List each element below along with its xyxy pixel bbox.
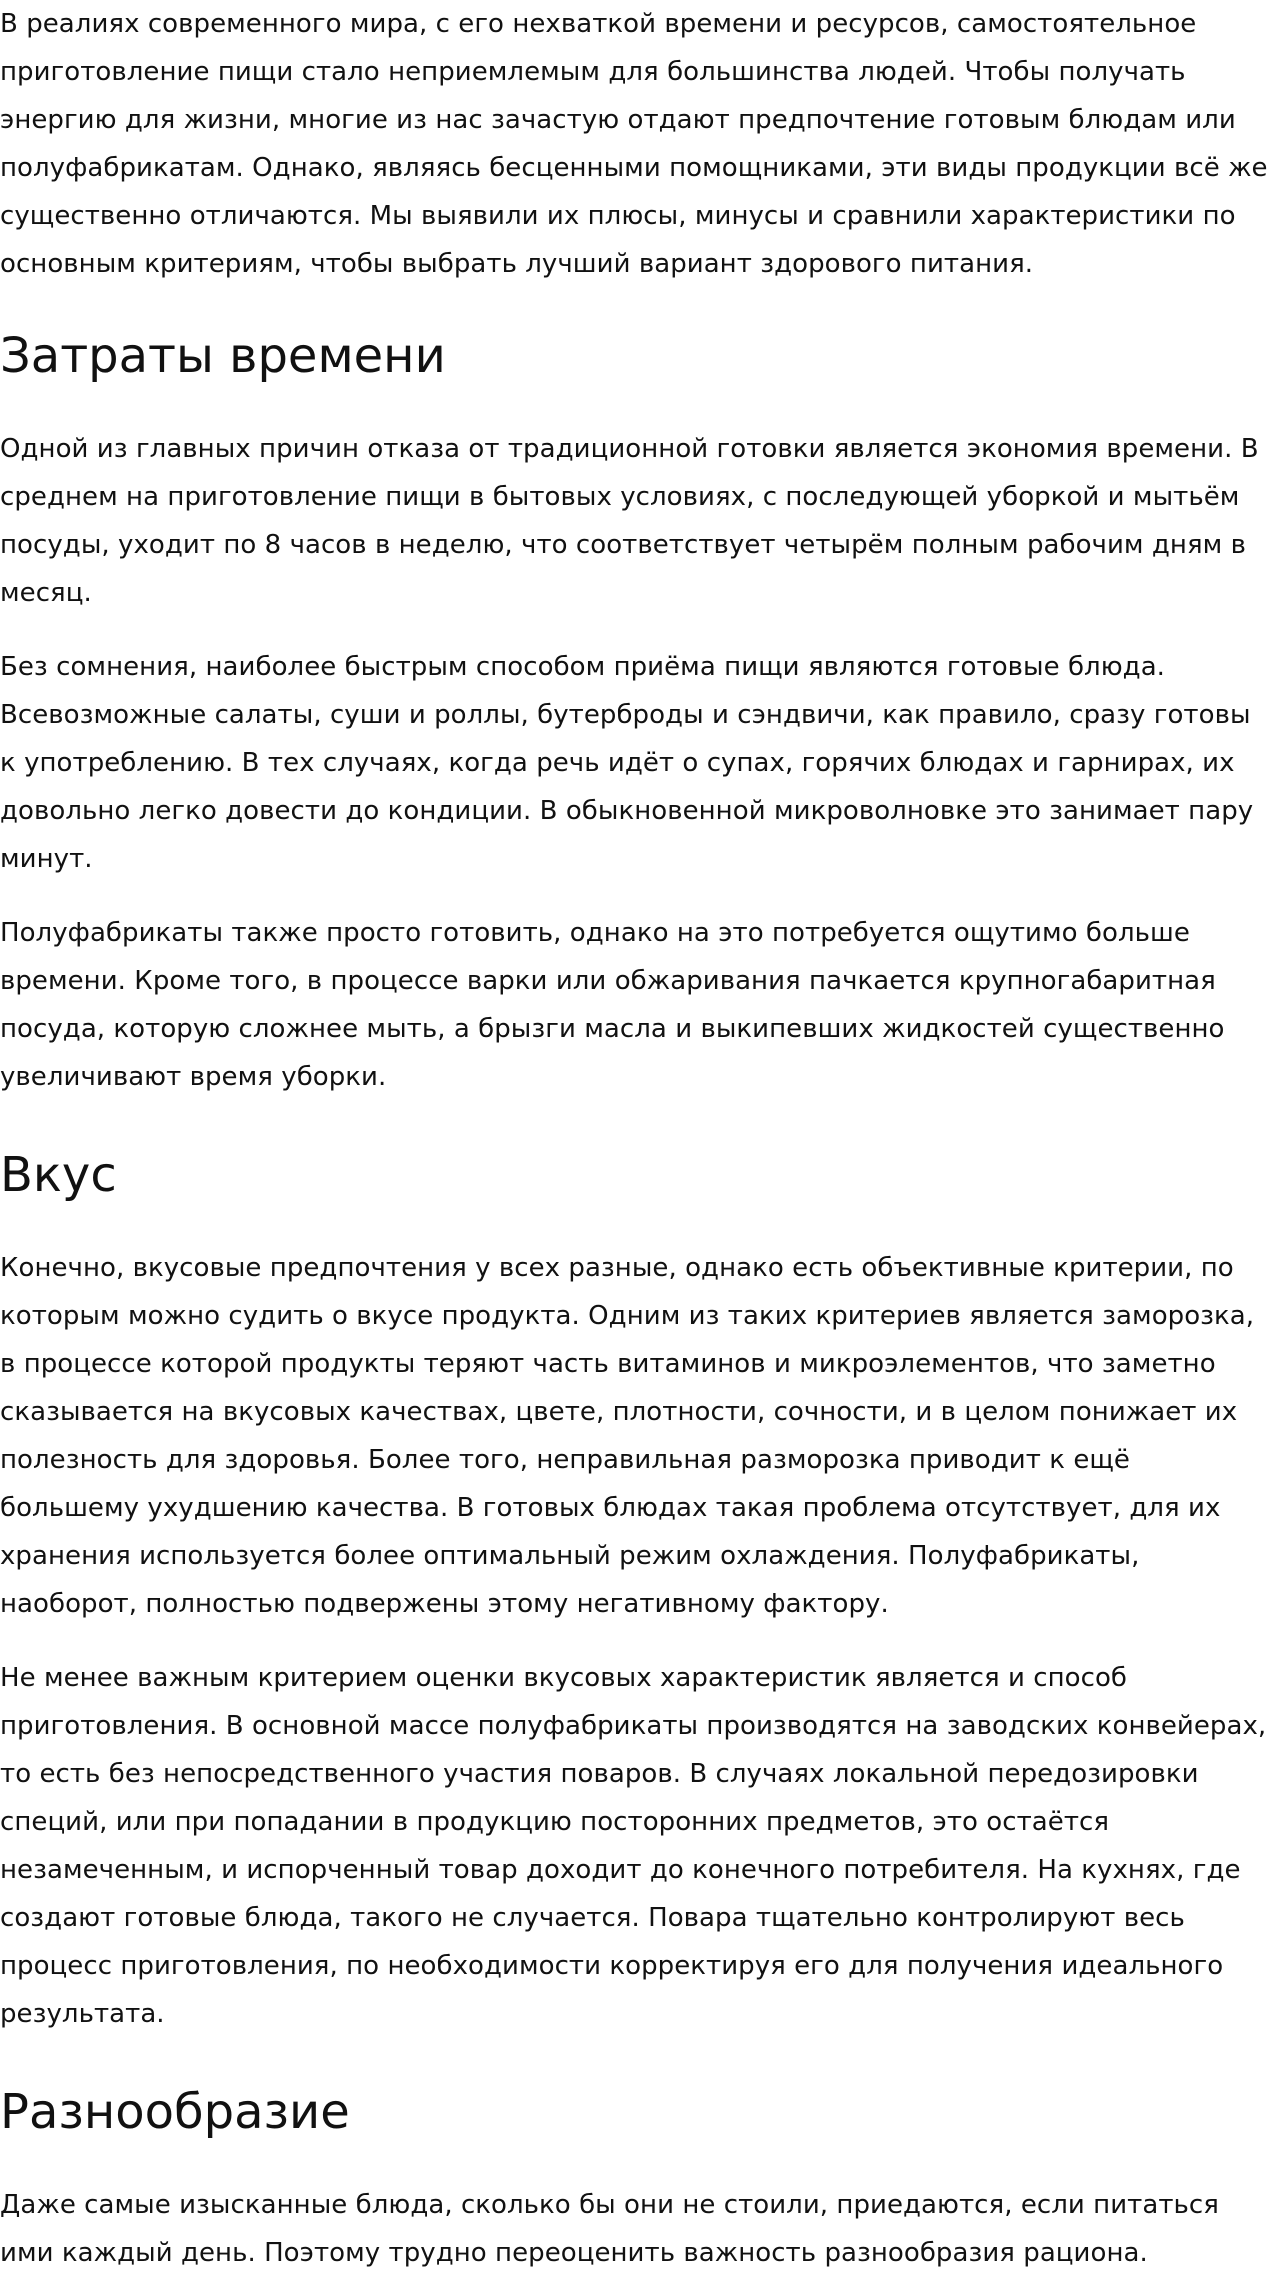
time-paragraph-1: Одной из главных причин отказа от традиционной готовки является экономия времени. В среднем на приготовление пищи в бытовых условиях, с последующей уборкой и мытьём посуды, уходит по 8 часов в неделю, что соответствует четырём полным рабочим дням в месяц.	[0, 434, 1259, 608]
taste-paragraph-2: Не менее важным критерием оценки вкусовых характеристик является и способ приготовления. В основной массе полуфабрикаты производятся на заводских конвейерах, то есть без непосредственного участия поваров. В случаях локальной передозировки специй, или при попадании в продукцию посторонних предметов, это остаётся незамеченным, и испорченный товар доходит до конечного потребителя. На кухнях, где создают готовые блюда, такого не случается. Повара тщательно контролируют весь процесс приготовления, по необходимости корректируя его для получения идеального результата.	[0, 1663, 1267, 2029]
intro-paragraph: В реалиях современного мира, с его нехваткой времени и ресурсов, самостоятельное приготовление пищи стало неприемлемым для большинства людей. Чтобы получать энергию для жизни, многие из нас зачастую отдают предпочтение готовым блюдам или полуфабрикатам. Однако, являясь бесценными помощниками, эти виды продукции всё же существенно отличаются. Мы выявили их плюсы, минусы и сравнили характеристики по основным критериям, чтобы выбрать лучший вариант здорового питания.	[0, 9, 1268, 279]
section-heading-variety: Разнообразие	[0, 2084, 350, 2140]
section-heading-time: Затраты времени	[0, 328, 446, 384]
section-heading-taste: Вкус	[0, 1147, 117, 1203]
time-paragraph-2: Без сомнения, наиболее быстрым способом приёма пищи являются готовые блюда. Всевозможные салаты, суши и роллы, бутерброды и сэндвичи, как правило, сразу готовы к употреблению. В тех случаях, когда речь идёт о супах, горячих блюдах и гарнирах, их довольно легко довести до кондиции. В обыкновенной микроволновке это занимает пару минут.	[0, 652, 1254, 874]
taste-paragraph-1: Конечно, вкусовые предпочтения у всех разные, однако есть объективные критерии, по которым можно судить о вкусе продукта. Одним из таких критериев является заморозка, в процессе которой продукты теряют часть витаминов и микроэлементов, что заметно сказывается на вкусовых качествах, цвете, плотности, сочности, и в целом понижает их полезность для здоровья. Более того, неправильная разморозка приводит к ещё большему ухудшению качества. В готовых блюдах такая проблема отсутствует, для их хранения используется более оптимальный режим охлаждения. Полуфабрикаты, наоборот, полностью подвержены этому негативному фактору.	[0, 1253, 1255, 1619]
time-paragraph-3: Полуфабрикаты также просто готовить, однако на это потребуется ощутимо больше времени. Кроме того, в процессе варки или обжаривания пачкается крупногабаритная посуда, которую сложнее мыть, а брызги масла и выкипевших жидкостей существенно увеличивают время уборки.	[0, 918, 1225, 1092]
variety-paragraph-1: Даже самые изысканные блюда, сколько бы они не стоили, приедаются, если питаться ими каждый день. Поэтому трудно переоценить важность разнообразия рациона.	[0, 2190, 1219, 2268]
